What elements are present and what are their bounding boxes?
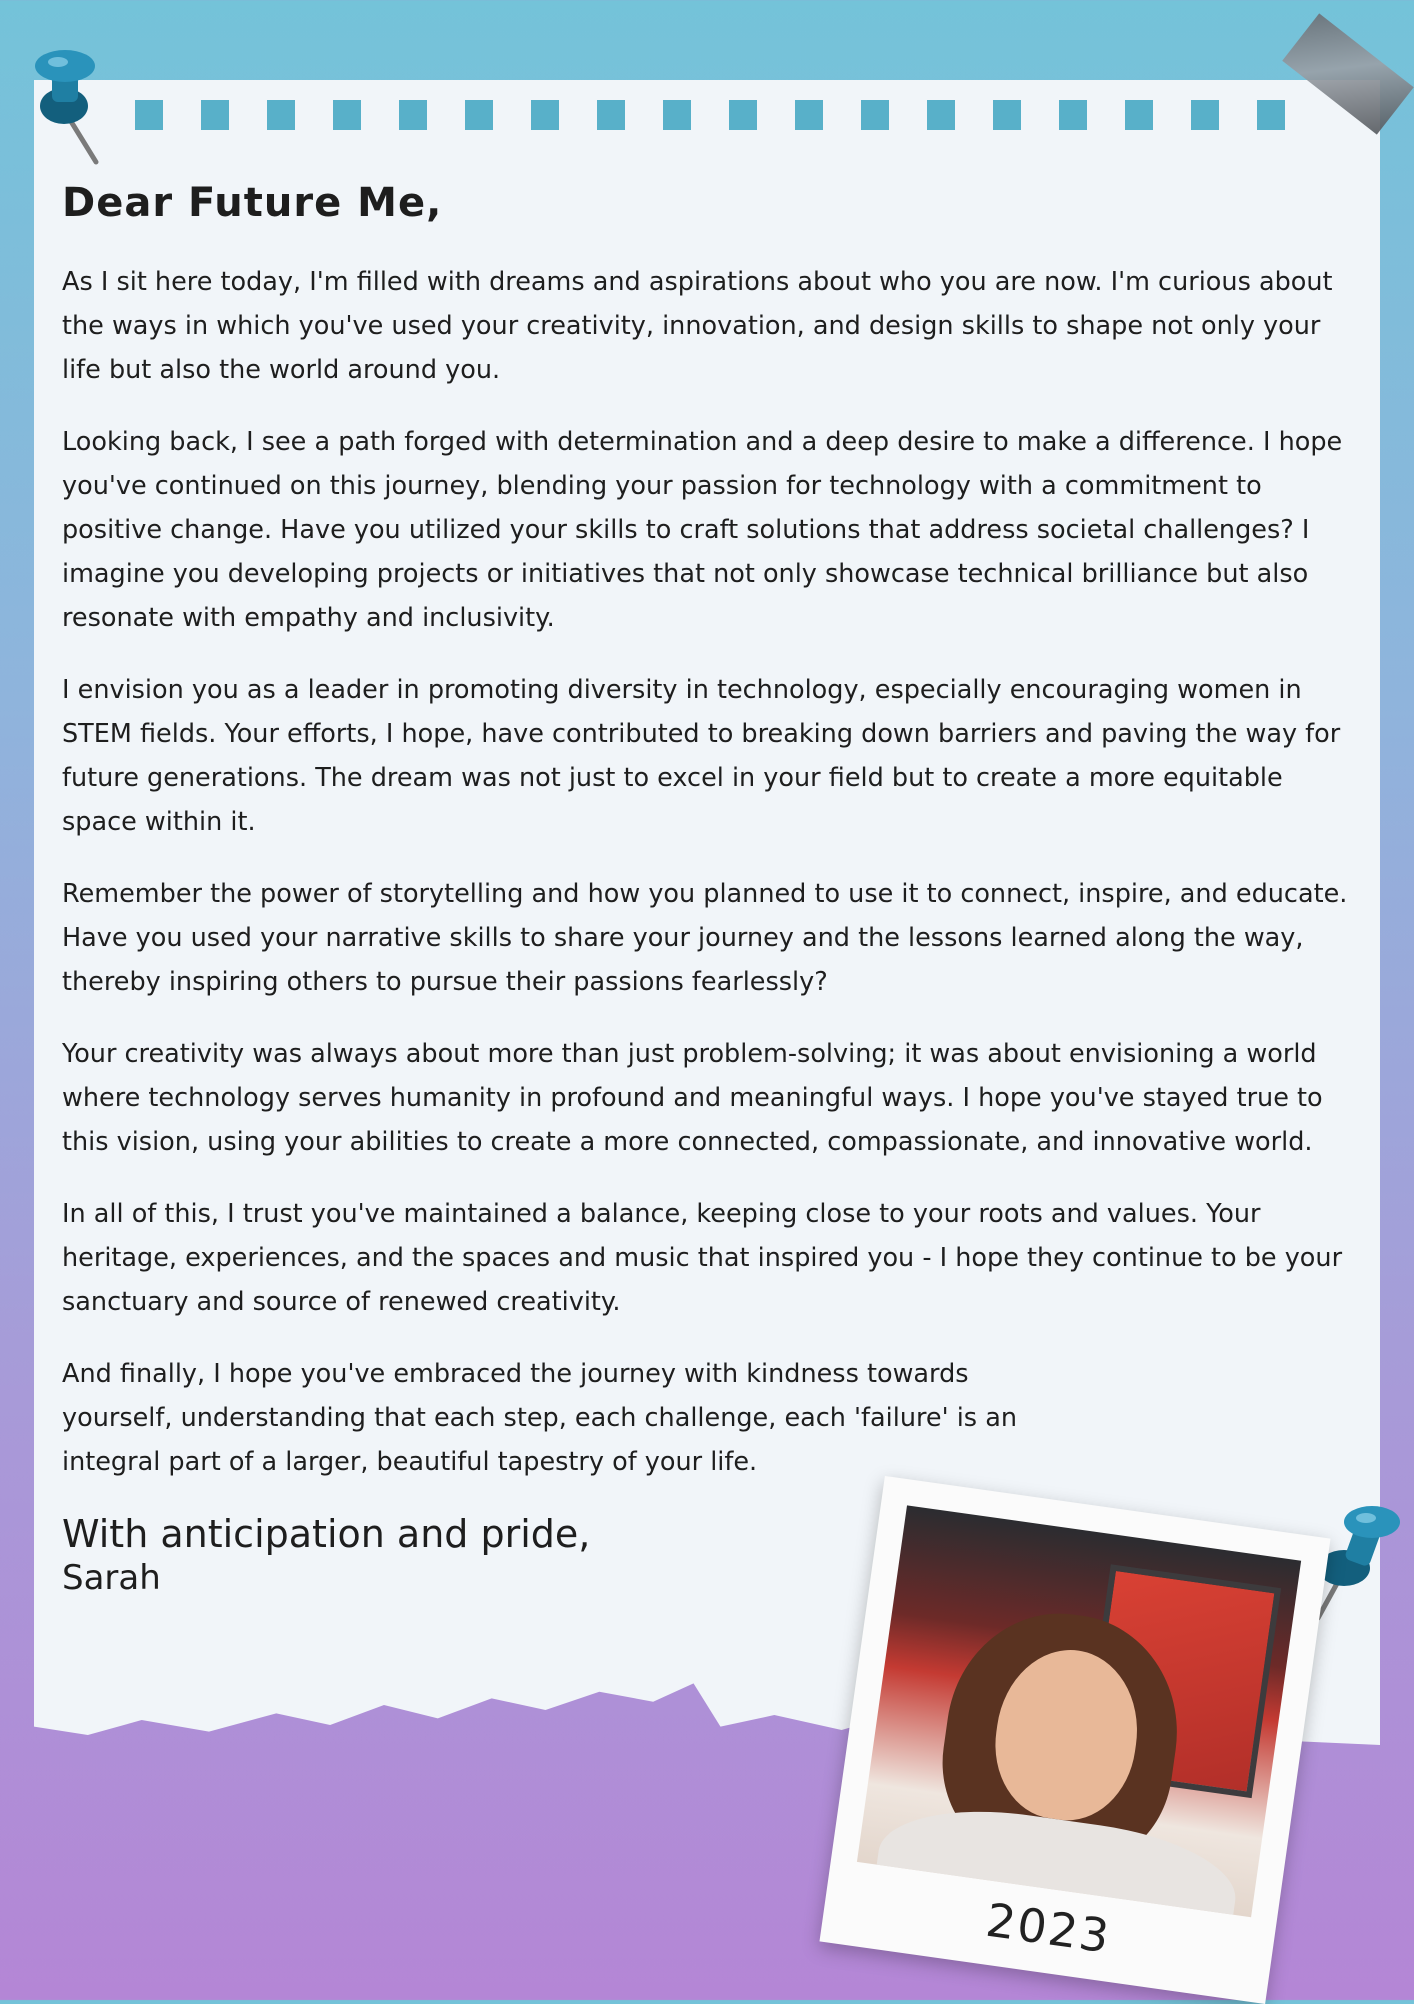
letter-paragraph: Your creativity was always about more than just problem-solving; it was about envisioning a world where technology serves humanity in profound and meaningful ways. I hope you've stayed true to this vision, using your abilities to create a more connected, compassionate, and innovative world. [62, 1039, 1323, 1157]
letter-signature: Sarah [62, 1558, 161, 1598]
tape-square [729, 100, 757, 130]
decorative-tape-strip [135, 100, 1285, 134]
tape-square [993, 100, 1021, 130]
tape-square [399, 100, 427, 130]
letter-closing: With anticipation and pride, [62, 1512, 591, 1556]
tape-square [1059, 100, 1087, 130]
tape-square [465, 100, 493, 130]
photo-caption-year: 2023 [982, 1892, 1115, 1964]
tape-square [663, 100, 691, 130]
push-pin-icon [18, 40, 118, 170]
tape-square [927, 100, 955, 130]
letter-paragraph: Looking back, I see a path forged with determination and a deep desire to make a difference. I hope you've continued on this journey, blending your passion for technology with a commitment to positive change. Have you utilized your skills to craft solutions that address societal challenges? I imagine you developing projects or initiatives that not only showcase technical brilliance but also resonate with empathy and inclusivity. [62, 427, 1343, 633]
tape-square [531, 100, 559, 130]
letter-paragraph: In all of this, I trust you've maintained a balance, keeping close to your roots and values. Your heritage, experiences, and the spaces and music that inspired you - I hope they continue to be your sanctuary and source of renewed creativity. [62, 1199, 1343, 1317]
letter-greeting: Dear Future Me, [62, 180, 443, 226]
tape-square [201, 100, 229, 130]
tape-square [795, 100, 823, 130]
tape-square [597, 100, 625, 130]
portrait-image [857, 1505, 1301, 1917]
letter-body [62, 180, 1362, 1598]
tape-square [135, 100, 163, 130]
polaroid-photo [819, 1476, 1330, 2004]
letter-paragraph: I envision you as a leader in promoting diversity in technology, especially encouraging women in STEM fields. Your efforts, I hope, have contributed to breaking down barriers and paving the way for future generations. The dream was not just to excel in your field but to create a more equitable space within it. [62, 675, 1341, 837]
tape-square [861, 100, 889, 130]
letter-paragraph: Remember the power of storytelling and how you planned to use it to connect, inspire, and educate. Have you used your narrative skills to share your journey and the lessons learned along the way, thereby inspiring others to pursue their passions fearlessly? [62, 879, 1348, 997]
tape-square [1125, 100, 1153, 130]
letter-paragraph: And finally, I hope you've embraced the journey with kindness towards yourself, understanding that each step, each challenge, each 'failure' is an integral part of a larger, beautiful tapestry of your life. [62, 1359, 1017, 1477]
letter-paragraph: As I sit here today, I'm filled with dreams and aspirations about who you are now. I'm curious about the ways in which you've used your creativity, innovation, and design skills to shape not only your life but also the world around you. [62, 267, 1333, 385]
tape-square [1191, 100, 1219, 130]
tape-square [267, 100, 295, 130]
tape-square [1257, 100, 1285, 130]
tape-square [333, 100, 361, 130]
